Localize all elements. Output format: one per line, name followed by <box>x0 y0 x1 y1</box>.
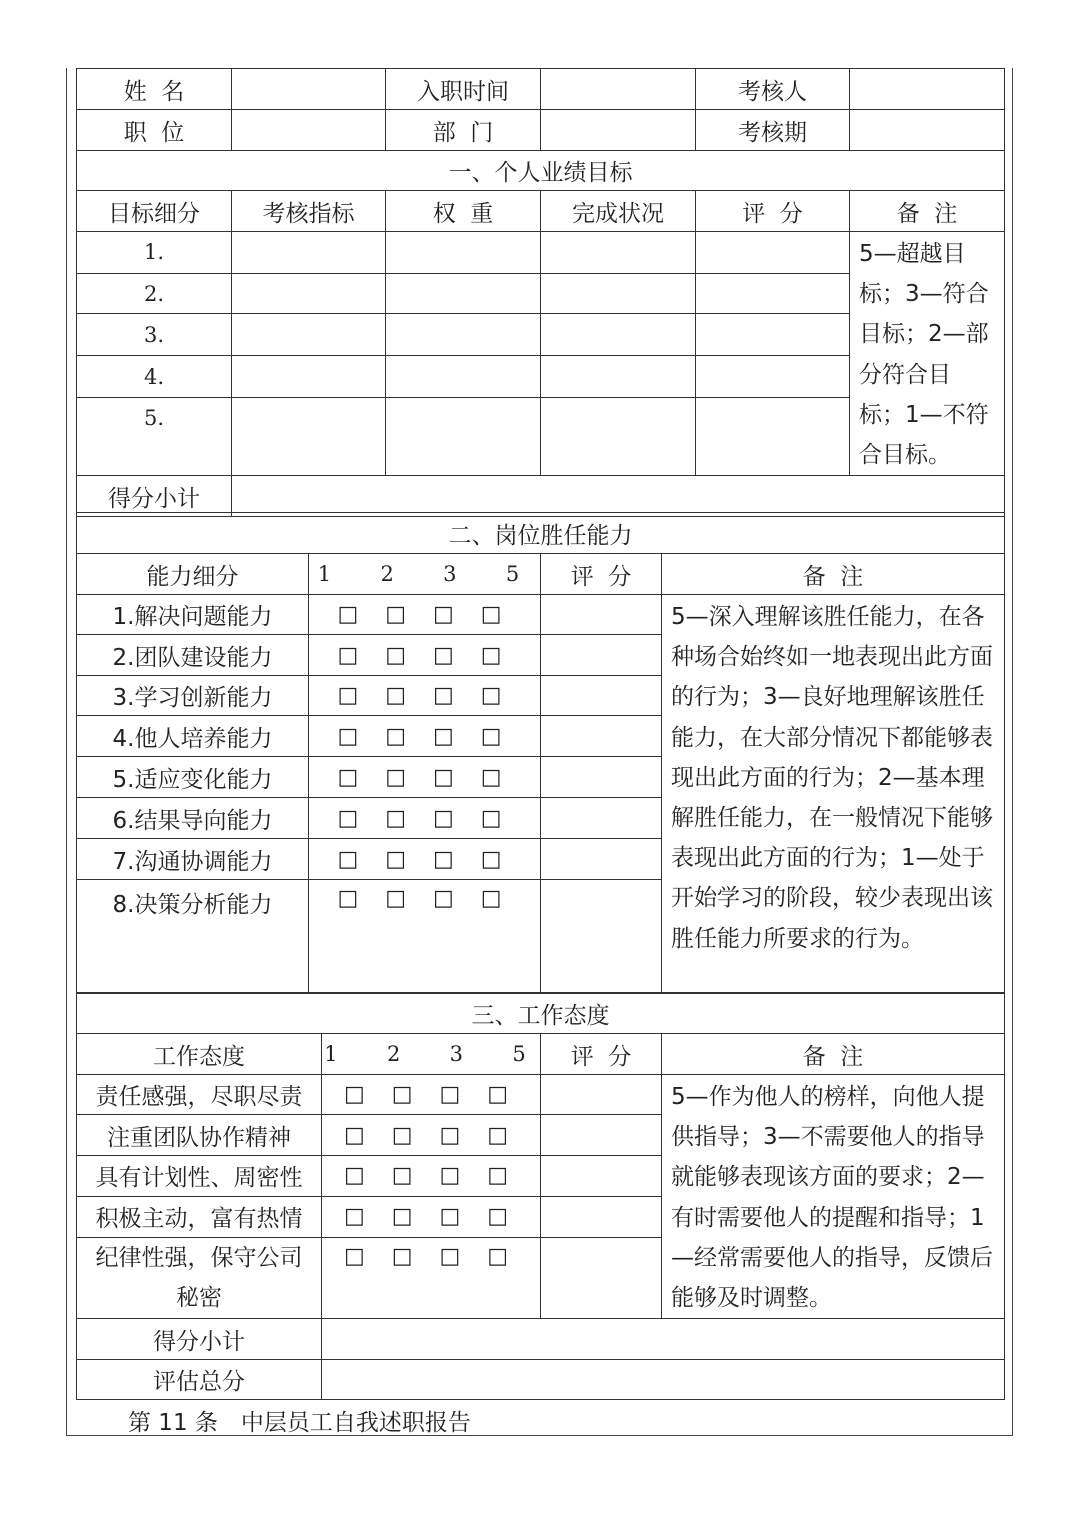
total-score-input[interactable] <box>322 1360 1005 1400</box>
rating-checkboxes[interactable]: □ □ □ □ <box>309 635 541 676</box>
weight-input[interactable] <box>386 397 541 475</box>
col-remarks: 备 注 <box>662 554 1005 595</box>
section3-subtotal-input[interactable] <box>322 1319 1005 1360</box>
table-competency <box>76 512 1005 994</box>
col-remarks: 备 注 <box>850 191 1005 232</box>
section1-subtotal-input[interactable] <box>232 476 1005 517</box>
rating-checkboxes[interactable]: □ □ □ □ <box>322 1075 541 1115</box>
indicator-input[interactable] <box>232 314 386 356</box>
rating-checkboxes[interactable]: □ □ □ □ <box>322 1115 541 1156</box>
name-input[interactable] <box>232 69 386 110</box>
attitude-score-input[interactable] <box>541 1156 662 1196</box>
target-row-number: 4. <box>77 356 232 398</box>
ability-score-input[interactable] <box>541 839 662 880</box>
rating-checkboxes[interactable]: □ □ □ □ <box>322 1237 541 1318</box>
rating-checkboxes[interactable]: □ □ □ □ <box>309 798 541 839</box>
col-score: 评 分 <box>541 1034 662 1075</box>
section3-title: 三、工作态度 <box>77 993 1005 1034</box>
attitude-score-input[interactable] <box>541 1115 662 1156</box>
target-row-number: 5. <box>77 397 232 475</box>
rating-checkboxes[interactable]: □ □ □ □ <box>309 676 541 716</box>
department-label: 部 门 <box>386 110 541 151</box>
rating-checkboxes[interactable]: □ □ □ □ <box>309 757 541 798</box>
score-input[interactable] <box>696 273 850 314</box>
score-input[interactable] <box>696 314 850 356</box>
completion-input[interactable] <box>541 273 696 314</box>
attitude-item: 责任感强，尽职尽责 <box>77 1075 322 1115</box>
attitude-item: 注重团队协作精神 <box>77 1115 322 1156</box>
assessor-label: 考核人 <box>696 69 850 110</box>
completion-input[interactable] <box>541 397 696 475</box>
weight-input[interactable] <box>386 273 541 314</box>
section2-title: 二、岗位胜任能力 <box>77 513 1005 554</box>
ability-item: 1.解决问题能力 <box>77 595 309 635</box>
rating-checkboxes[interactable]: □ □ □ □ <box>309 716 541 757</box>
section3-remarks-note: 5—作为他人的榜样，向他人提供指导；3—不需要他人的指导就能够表现该方面的要求；2—有时需要他人的提醒和指导；1—经常需要他人的指导，反馈后能够及时调整。 <box>662 1075 1005 1319</box>
total-score-label: 评估总分 <box>77 1360 322 1400</box>
col-weight: 权 重 <box>386 191 541 232</box>
col-score: 评 分 <box>541 554 662 595</box>
score-input[interactable] <box>696 356 850 398</box>
hire-date-label: 入职时间 <box>386 69 541 110</box>
position-input[interactable] <box>232 110 386 151</box>
table-work-attitude <box>76 992 1005 1400</box>
col-work-attitude: 工作态度 <box>77 1034 322 1075</box>
target-row-number: 3. <box>77 314 232 356</box>
ability-item: 5.适应变化能力 <box>77 757 309 798</box>
ability-score-input[interactable] <box>541 757 662 798</box>
section1-remarks-note: 5—超越目标；3—符合目标；2—部分符合目标；1—不符合目标。 <box>850 232 1005 476</box>
ability-score-input[interactable] <box>541 676 662 716</box>
ability-item: 3.学习创新能力 <box>77 676 309 716</box>
section1-subtotal-label: 得分小计 <box>77 476 232 517</box>
completion-input[interactable] <box>541 232 696 274</box>
col-rating-scale: 1 2 3 5 <box>322 1034 541 1075</box>
target-row-number: 2. <box>77 273 232 314</box>
ability-score-input[interactable] <box>541 635 662 676</box>
attitude-item: 积极主动，富有热情 <box>77 1196 322 1237</box>
ability-score-input[interactable] <box>541 880 662 994</box>
ability-item: 4.他人培养能力 <box>77 716 309 757</box>
indicator-input[interactable] <box>232 273 386 314</box>
col-rating-scale: 1 2 3 5 <box>309 554 541 595</box>
attitude-score-input[interactable] <box>541 1075 662 1115</box>
score-input[interactable] <box>696 232 850 274</box>
ability-score-input[interactable] <box>541 595 662 635</box>
col-remarks: 备 注 <box>662 1034 1005 1075</box>
footer-article-heading: 第 11 条 中层员工自我述职报告 <box>128 1410 471 1436</box>
attitude-score-input[interactable] <box>541 1237 662 1318</box>
col-target-breakdown: 目标细分 <box>77 191 232 232</box>
indicator-input[interactable] <box>232 232 386 274</box>
rating-checkboxes[interactable]: □ □ □ □ <box>309 880 541 994</box>
rating-checkboxes[interactable]: □ □ □ □ <box>322 1196 541 1237</box>
indicator-input[interactable] <box>232 397 386 475</box>
ability-item: 8.决策分析能力 <box>77 880 309 994</box>
position-label: 职 位 <box>77 110 232 151</box>
ability-score-input[interactable] <box>541 798 662 839</box>
section2-remarks-note: 5—深入理解该胜任能力，在各种场合始终如一地表现出此方面的行为；3—良好地理解该胜任能力，在大部分情况下都能够表现出此方面的行为；2—基本理解胜任能力，在一般情况下能够表现出此方面的行为；1—处于开始学习的阶段，较少表现出该胜任能力所要求的行为。 <box>662 595 1005 994</box>
rating-checkboxes[interactable]: □ □ □ □ <box>309 595 541 635</box>
indicator-input[interactable] <box>232 356 386 398</box>
target-row-number: 1. <box>77 232 232 274</box>
weight-input[interactable] <box>386 232 541 274</box>
hire-date-input[interactable] <box>541 69 696 110</box>
col-ability-breakdown: 能力细分 <box>77 554 309 595</box>
ability-item: 7.沟通协调能力 <box>77 839 309 880</box>
section3-subtotal-label: 得分小计 <box>77 1319 322 1360</box>
attitude-item: 纪律性强，保守公司秘密 <box>77 1237 322 1318</box>
ability-item: 6.结果导向能力 <box>77 798 309 839</box>
score-input[interactable] <box>696 397 850 475</box>
attitude-score-input[interactable] <box>541 1196 662 1237</box>
weight-input[interactable] <box>386 314 541 356</box>
weight-input[interactable] <box>386 356 541 398</box>
assessor-input[interactable] <box>850 69 1005 110</box>
section1-title: 一、个人业绩目标 <box>77 151 1005 191</box>
period-label: 考核期 <box>696 110 850 151</box>
table-header-and-performance <box>76 68 1005 517</box>
ability-item: 2.团队建设能力 <box>77 635 309 676</box>
completion-input[interactable] <box>541 314 696 356</box>
completion-input[interactable] <box>541 356 696 398</box>
period-input[interactable] <box>850 110 1005 151</box>
rating-checkboxes[interactable]: □ □ □ □ <box>322 1156 541 1196</box>
col-score: 评 分 <box>696 191 850 232</box>
attitude-item: 具有计划性、周密性 <box>77 1156 322 1196</box>
department-input[interactable] <box>541 110 696 151</box>
col-assessment-indicator: 考核指标 <box>232 191 386 232</box>
col-completion: 完成状况 <box>541 191 696 232</box>
rating-checkboxes[interactable]: □ □ □ □ <box>309 839 541 880</box>
ability-score-input[interactable] <box>541 716 662 757</box>
name-label: 姓 名 <box>77 69 232 110</box>
